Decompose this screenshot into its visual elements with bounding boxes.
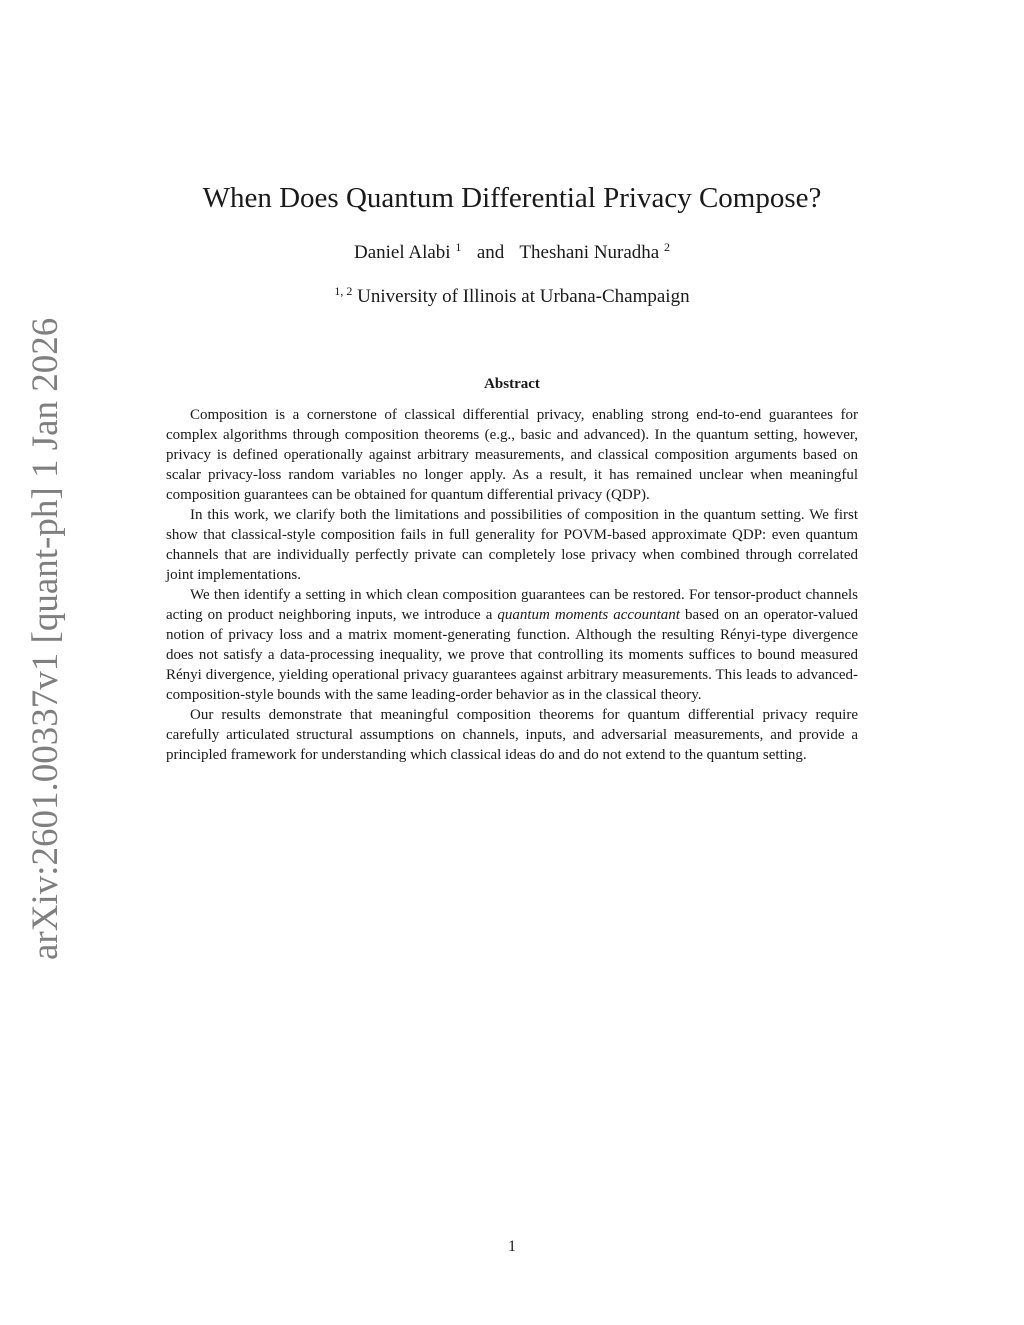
author-conjunction: and bbox=[476, 242, 505, 263]
abstract-emphasis-term: quantum moments accountant bbox=[497, 607, 680, 623]
abstract-paragraph-2: In this work, we clarify both the limitations and possibilities of composition in the quantum setting. We first show that classical-style composition fails in full generality for POVM-based approximate QDP: even quantum channels that are individually perfectly private can completely lose privacy when combined through correlated joint implementations. bbox=[166, 507, 858, 583]
affiliation-line bbox=[0, 286, 1024, 308]
author-line bbox=[0, 242, 1024, 264]
abstract-paragraph-4: Our results demonstrate that meaningful composition theorems for quantum differential privacy require carefully articulated structural assumptions on channels, inputs, and adversarial measurements, and provide a principled framework for understanding which classical ideas do and do not extend to the quantum setting. bbox=[166, 707, 858, 763]
author-affiliation-mark-1: 1 bbox=[455, 240, 462, 254]
abstract-paragraph-3 bbox=[166, 585, 858, 705]
abstract-paragraph-3-start: We then identify a setting in which clean composition guarantees can be restored. For tensor-product channels acting on product neighboring inputs, we introduce a bbox=[166, 587, 858, 623]
author-name-1: Daniel Alabi bbox=[354, 242, 451, 263]
author-affiliation-mark-2: 2 bbox=[663, 240, 670, 254]
abstract-heading: Abstract bbox=[484, 376, 540, 392]
affiliation-mark: 1, 2 bbox=[334, 284, 353, 298]
abstract-paragraph-3-end: based on an operator-valued notion of privacy loss and a matrix moment-generating function. Although the resulting Rényi-type divergence does not satisfy a data-processing inequality, we prove that controlling its moments suffices to bound measured Rényi divergence, yielding operational privacy guarantees against arbitrary measurements. This leads to advanced-composition-style bounds with the same leading-order behavior as in the classical theory. bbox=[166, 607, 858, 703]
page-number: 1 bbox=[508, 1238, 516, 1255]
abstract-paragraph-1: Composition is a cornerstone of classical differential privacy, enabling strong end-to-end guarantees for complex algorithms through composition theorems (e.g., basic and advanced). In the quantum setting, however, privacy is defined operationally against arbitrary measurements, and classical composition arguments based on scalar privacy-loss random variables no longer apply. As a result, it has remained unclear when meaningful composition guarantees can be obtained for quantum differential privacy (QDP). bbox=[166, 407, 858, 503]
abstract-body bbox=[166, 405, 858, 765]
affiliation-name: University of Illinois at Urbana-Champaign bbox=[357, 286, 690, 307]
author-name-2: Theshani Nuradha bbox=[519, 242, 660, 263]
paper-title: When Does Quantum Differential Privacy Compose? bbox=[202, 182, 822, 214]
arxiv-identifier-stamp: arXiv:2601.00337v1 [quant-ph] 1 Jan 2026 bbox=[25, 317, 66, 960]
